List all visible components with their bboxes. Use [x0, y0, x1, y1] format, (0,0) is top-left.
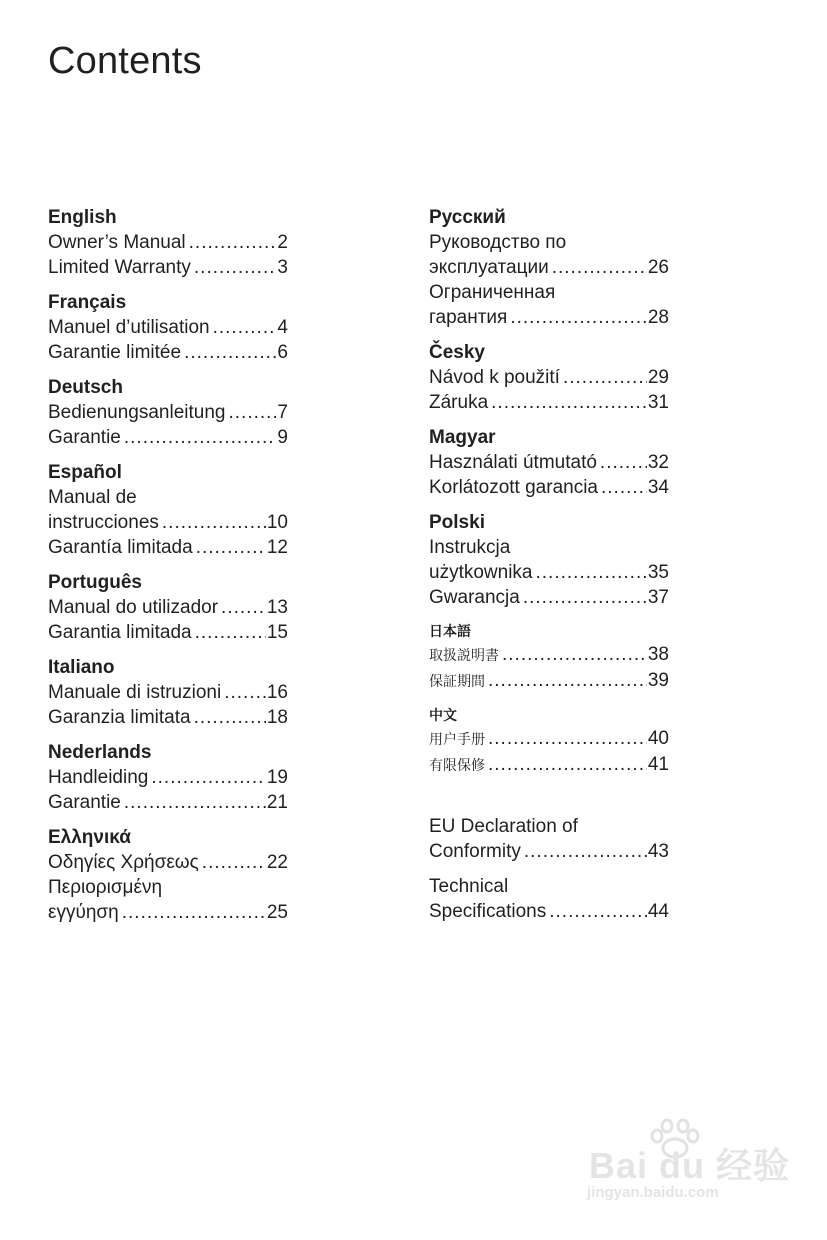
- toc-section: [429, 814, 669, 864]
- toc-entry-label: Manuale di istruzioni: [48, 682, 222, 703]
- toc-entry[interactable]: [48, 595, 288, 620]
- toc-entry-label: Handleiding: [48, 767, 149, 788]
- dot-leader: [213, 315, 277, 340]
- toc-page-number: 6: [277, 342, 288, 363]
- toc-entry[interactable]: [48, 315, 288, 340]
- dot-leader: [601, 475, 647, 500]
- toc-page-number: 7: [277, 402, 288, 423]
- toc-entry-line: Manual de: [48, 487, 137, 508]
- toc-section: [429, 510, 669, 610]
- toc-entry[interactable]: [429, 390, 669, 415]
- toc-entry[interactable]: [429, 874, 669, 924]
- language-heading: Español: [48, 462, 122, 483]
- toc-page-number: 4: [277, 317, 288, 338]
- toc-entry-label: Garantía limitada: [48, 537, 193, 558]
- toc-entry[interactable]: [48, 875, 288, 925]
- toc-section: [429, 205, 669, 330]
- watermark-logo: Bai du 经验: [589, 1145, 791, 1186]
- dot-leader: [184, 340, 276, 365]
- toc-page-number: 40: [647, 728, 669, 749]
- toc-entry[interactable]: [48, 535, 288, 560]
- toc-section: [48, 205, 288, 280]
- toc-entry-label: Owner’s Manual: [48, 232, 186, 253]
- language-heading: Nederlands: [48, 742, 152, 763]
- dot-leader: [195, 620, 266, 645]
- toc-section: [429, 874, 669, 924]
- toc-page-number: 32: [647, 452, 669, 473]
- toc-page-number: 3: [277, 257, 288, 278]
- toc-page-number: 44: [647, 901, 669, 922]
- toc-section: [429, 340, 669, 415]
- toc-section: [48, 825, 288, 925]
- dot-leader: [549, 899, 647, 924]
- dot-leader: [502, 642, 647, 667]
- toc-entry[interactable]: [429, 668, 669, 694]
- toc-entry-label: 保証期間: [429, 673, 485, 689]
- language-heading: Português: [48, 572, 142, 593]
- toc-page-number: 13: [266, 597, 288, 618]
- toc-page-number: 19: [266, 767, 288, 788]
- toc-page-number: 9: [277, 427, 288, 448]
- dot-leader: [488, 668, 647, 693]
- toc-section: [48, 740, 288, 815]
- dot-leader: [124, 790, 266, 815]
- toc-entry-label: Záruka: [429, 392, 489, 413]
- toc-entry[interactable]: [48, 255, 288, 280]
- language-heading: 中文: [429, 707, 457, 723]
- toc-entry-label: Conformity: [429, 841, 521, 862]
- toc-entry-label: Bedienungsanleitung: [48, 402, 226, 423]
- dot-leader: [600, 450, 647, 475]
- toc-entry[interactable]: [48, 340, 288, 365]
- dot-leader: [523, 585, 647, 610]
- toc-entry-label: 取扱説明書: [429, 647, 499, 663]
- page-title: Contents: [48, 40, 202, 82]
- toc-entry-label: Limited Warranty: [48, 257, 191, 278]
- dot-leader: [151, 765, 266, 790]
- toc-section: [48, 375, 288, 450]
- toc-page-number: 31: [647, 392, 669, 413]
- toc-section: [429, 425, 669, 500]
- toc-page-number: 22: [266, 852, 288, 873]
- watermark-url: jingyan.baidu.com: [587, 1184, 719, 1201]
- dot-leader: [524, 839, 647, 864]
- toc-entry-label: użytkownika: [429, 562, 533, 583]
- toc-entry-line: Περιορισμένη: [48, 877, 163, 898]
- toc-entry[interactable]: [48, 620, 288, 645]
- toc-page-number: 26: [647, 257, 669, 278]
- toc-section: [48, 460, 288, 560]
- toc-entry[interactable]: [48, 425, 288, 450]
- toc-page-number: 21: [266, 792, 288, 813]
- dot-leader: [224, 680, 266, 705]
- language-heading: Magyar: [429, 427, 496, 448]
- toc-entry[interactable]: [429, 280, 669, 330]
- toc-page-number: 37: [647, 587, 669, 608]
- dot-leader: [491, 390, 647, 415]
- toc-entry-label: Manuel d’utilisation: [48, 317, 210, 338]
- toc-entry[interactable]: [429, 365, 669, 390]
- toc-entry[interactable]: [429, 475, 669, 500]
- toc-page-number: 18: [266, 707, 288, 728]
- toc-entry[interactable]: [429, 726, 669, 752]
- dot-leader: [536, 560, 647, 585]
- toc-entry[interactable]: [48, 230, 288, 255]
- section-spacer: [429, 788, 669, 814]
- toc-entry-label: эксплуатации: [429, 257, 549, 278]
- toc-entry-label: instrucciones: [48, 512, 159, 533]
- toc-entry-line: EU Declaration of: [429, 816, 578, 837]
- toc-page-number: 10: [266, 512, 288, 533]
- toc-page-number: 35: [647, 562, 669, 583]
- dot-leader: [196, 535, 266, 560]
- toc-page-number: 43: [647, 841, 669, 862]
- dot-leader: [124, 425, 277, 450]
- toc-page-number: 29: [647, 367, 669, 388]
- toc-entry-label: Οδηγίες Χρήσεως: [48, 852, 199, 873]
- toc-page-number: 39: [647, 670, 669, 691]
- toc-entry[interactable]: [48, 485, 288, 535]
- toc-section: [48, 655, 288, 730]
- language-heading: Русский: [429, 207, 506, 228]
- toc-entry-label: Manual do utilizador: [48, 597, 219, 618]
- dot-leader: [122, 900, 266, 925]
- dot-leader: [488, 752, 647, 777]
- toc-page-number: 38: [647, 644, 669, 665]
- dot-leader: [488, 726, 647, 751]
- toc-entry[interactable]: [48, 400, 288, 425]
- dot-leader: [162, 510, 266, 535]
- dot-leader: [202, 850, 266, 875]
- toc-entry-label: Garantie limitée: [48, 342, 182, 363]
- toc-entry-label: 用户手册: [429, 731, 485, 747]
- toc-entry-label: Návod k použití: [429, 367, 560, 388]
- toc-entry-label: Gwarancja: [429, 587, 520, 608]
- toc-entry[interactable]: [48, 790, 288, 815]
- toc-entry[interactable]: [429, 585, 669, 610]
- toc-entry-label: Specifications: [429, 901, 547, 922]
- toc-entry-label: Használati útmutató: [429, 452, 597, 473]
- baidu-watermark: [583, 1118, 791, 1208]
- toc-entry[interactable]: [429, 230, 669, 280]
- toc-page-number: 2: [277, 232, 288, 253]
- toc-entry[interactable]: [48, 765, 288, 790]
- toc-entry-label: 有限保修: [429, 757, 485, 773]
- toc-section: [429, 620, 669, 694]
- toc-entry[interactable]: [48, 705, 288, 730]
- toc-page-number: 12: [266, 537, 288, 558]
- toc-entry[interactable]: [429, 642, 669, 668]
- language-heading: 日本語: [429, 623, 471, 639]
- toc-entry-label: гарантия: [429, 307, 508, 328]
- toc-page-number: 41: [647, 754, 669, 775]
- language-heading: Français: [48, 292, 127, 313]
- language-heading: Italiano: [48, 657, 115, 678]
- dot-leader: [229, 400, 277, 425]
- dot-leader: [189, 230, 277, 255]
- dot-leader: [552, 255, 647, 280]
- toc-page-number: 16: [266, 682, 288, 703]
- toc-entry-label: εγγύηση: [48, 902, 119, 923]
- toc-entry[interactable]: [429, 450, 669, 475]
- toc-column-right: [429, 205, 669, 934]
- toc-entry[interactable]: [429, 535, 669, 585]
- toc-entry-label: Garanzia limitata: [48, 707, 191, 728]
- toc-column-left: [48, 205, 288, 935]
- toc-entry-label: Garantia limitada: [48, 622, 192, 643]
- toc-entry-line: Technical: [429, 876, 509, 897]
- toc-entry[interactable]: [48, 680, 288, 705]
- language-heading: English: [48, 207, 117, 228]
- toc-entry-label: Garantie: [48, 427, 121, 448]
- toc-entry[interactable]: [429, 814, 669, 864]
- toc-entry-label: Garantie: [48, 792, 121, 813]
- dot-leader: [194, 705, 266, 730]
- toc-page-number: 34: [647, 477, 669, 498]
- language-heading: Česky: [429, 342, 485, 363]
- toc-entry[interactable]: [429, 752, 669, 778]
- toc-entry-line: Instrukcja: [429, 537, 511, 558]
- language-heading: Polski: [429, 512, 485, 533]
- toc-page-number: 15: [266, 622, 288, 643]
- toc-section: [48, 570, 288, 645]
- toc-section: [48, 290, 288, 365]
- toc-entry-line: Ограниченная: [429, 282, 556, 303]
- language-heading: Deutsch: [48, 377, 123, 398]
- dot-leader: [194, 255, 277, 280]
- dot-leader: [510, 305, 647, 330]
- toc-section: [429, 704, 669, 778]
- toc-entry-label: Korlátozott garancia: [429, 477, 598, 498]
- dot-leader: [221, 595, 266, 620]
- dot-leader: [563, 365, 647, 390]
- toc-page-number: 25: [266, 902, 288, 923]
- language-heading: Ελληνικά: [48, 827, 131, 848]
- toc-entry-line: Руководство по: [429, 232, 567, 253]
- toc-entry[interactable]: [48, 850, 288, 875]
- toc-page-number: 28: [647, 307, 669, 328]
